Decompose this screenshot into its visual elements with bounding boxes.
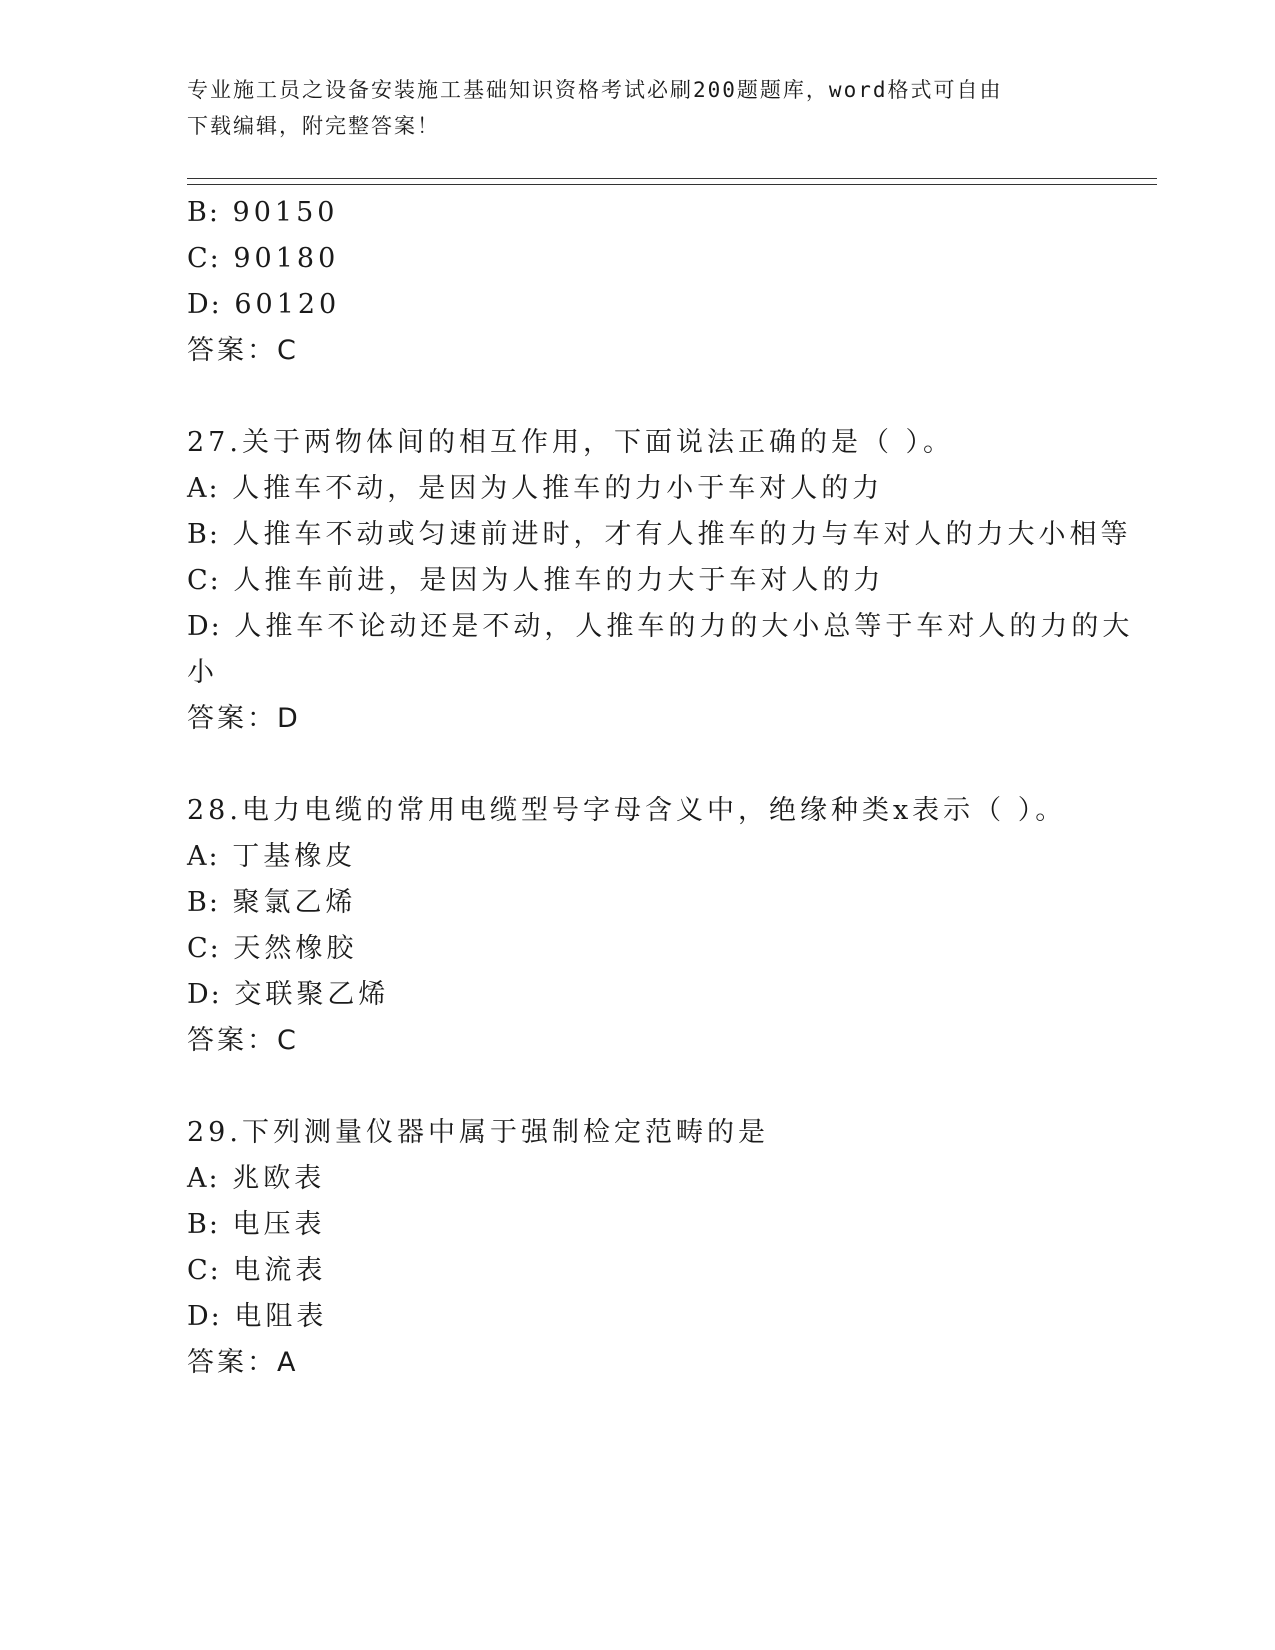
option-c: C: 天然橡胶 bbox=[187, 933, 358, 964]
answer-line: 答案：D bbox=[187, 703, 301, 734]
option-d: D: 电阻表 bbox=[187, 1301, 328, 1332]
question-text: 27.关于两物体间的相互作用，下面说法正确的是（ ）。 bbox=[187, 427, 955, 458]
option-a: A: 丁基橡皮 bbox=[187, 841, 357, 872]
option-b: B: 聚氯乙烯 bbox=[187, 887, 357, 918]
option-d: D: 人推车不论动还是不动，人推车的力的大小总等于车对人的力的大 bbox=[187, 611, 1134, 642]
header-divider-bottom bbox=[187, 184, 1157, 185]
spacer bbox=[187, 1064, 1087, 1110]
spacer bbox=[187, 374, 1087, 420]
option-a: A: 人推车不动，是因为人推车的力小于车对人的力 bbox=[187, 473, 884, 504]
question-text: 29.下列测量仪器中属于强制检定范畴的是 bbox=[187, 1117, 769, 1148]
question-29 bbox=[187, 1110, 1087, 1386]
option-b: B: 人推车不动或匀速前进时，才有人推车的力与车对人的力大小相等 bbox=[187, 519, 1132, 550]
answer-line: 答案：C bbox=[187, 1025, 299, 1056]
header-line-1: 专业施工员之设备安装施工基础知识资格考试必刷200题题库，word格式可自由 bbox=[187, 78, 1003, 102]
question-26-tail bbox=[187, 190, 1087, 374]
answer-line: 答案：A bbox=[187, 1347, 299, 1378]
option-c: C: 人推车前进，是因为人推车的力大于车对人的力 bbox=[187, 565, 885, 596]
option-d: D: 交联聚乙烯 bbox=[187, 979, 390, 1010]
option-a: A: 兆欧表 bbox=[187, 1163, 326, 1194]
option-c: C: 90180 bbox=[187, 243, 340, 274]
header-line-2: 下载编辑，附完整答案！ bbox=[187, 114, 440, 138]
question-text: 28.电力电缆的常用电缆型号字母含义中，绝缘种类x表示（ ）。 bbox=[187, 795, 1067, 826]
option-b: B: 电压表 bbox=[187, 1209, 326, 1240]
option-d-continuation: 小 bbox=[187, 657, 218, 688]
option-d: D: 60120 bbox=[187, 289, 341, 320]
question-28 bbox=[187, 788, 1087, 1064]
question-list bbox=[187, 190, 1134, 1386]
spacer bbox=[187, 742, 1087, 788]
option-c: C: 电流表 bbox=[187, 1255, 327, 1286]
question-27 bbox=[187, 420, 1134, 742]
header-divider-top bbox=[187, 178, 1157, 179]
option-b: B: 90150 bbox=[187, 197, 339, 228]
document-header bbox=[187, 72, 1087, 144]
answer-line: 答案：C bbox=[187, 335, 299, 366]
